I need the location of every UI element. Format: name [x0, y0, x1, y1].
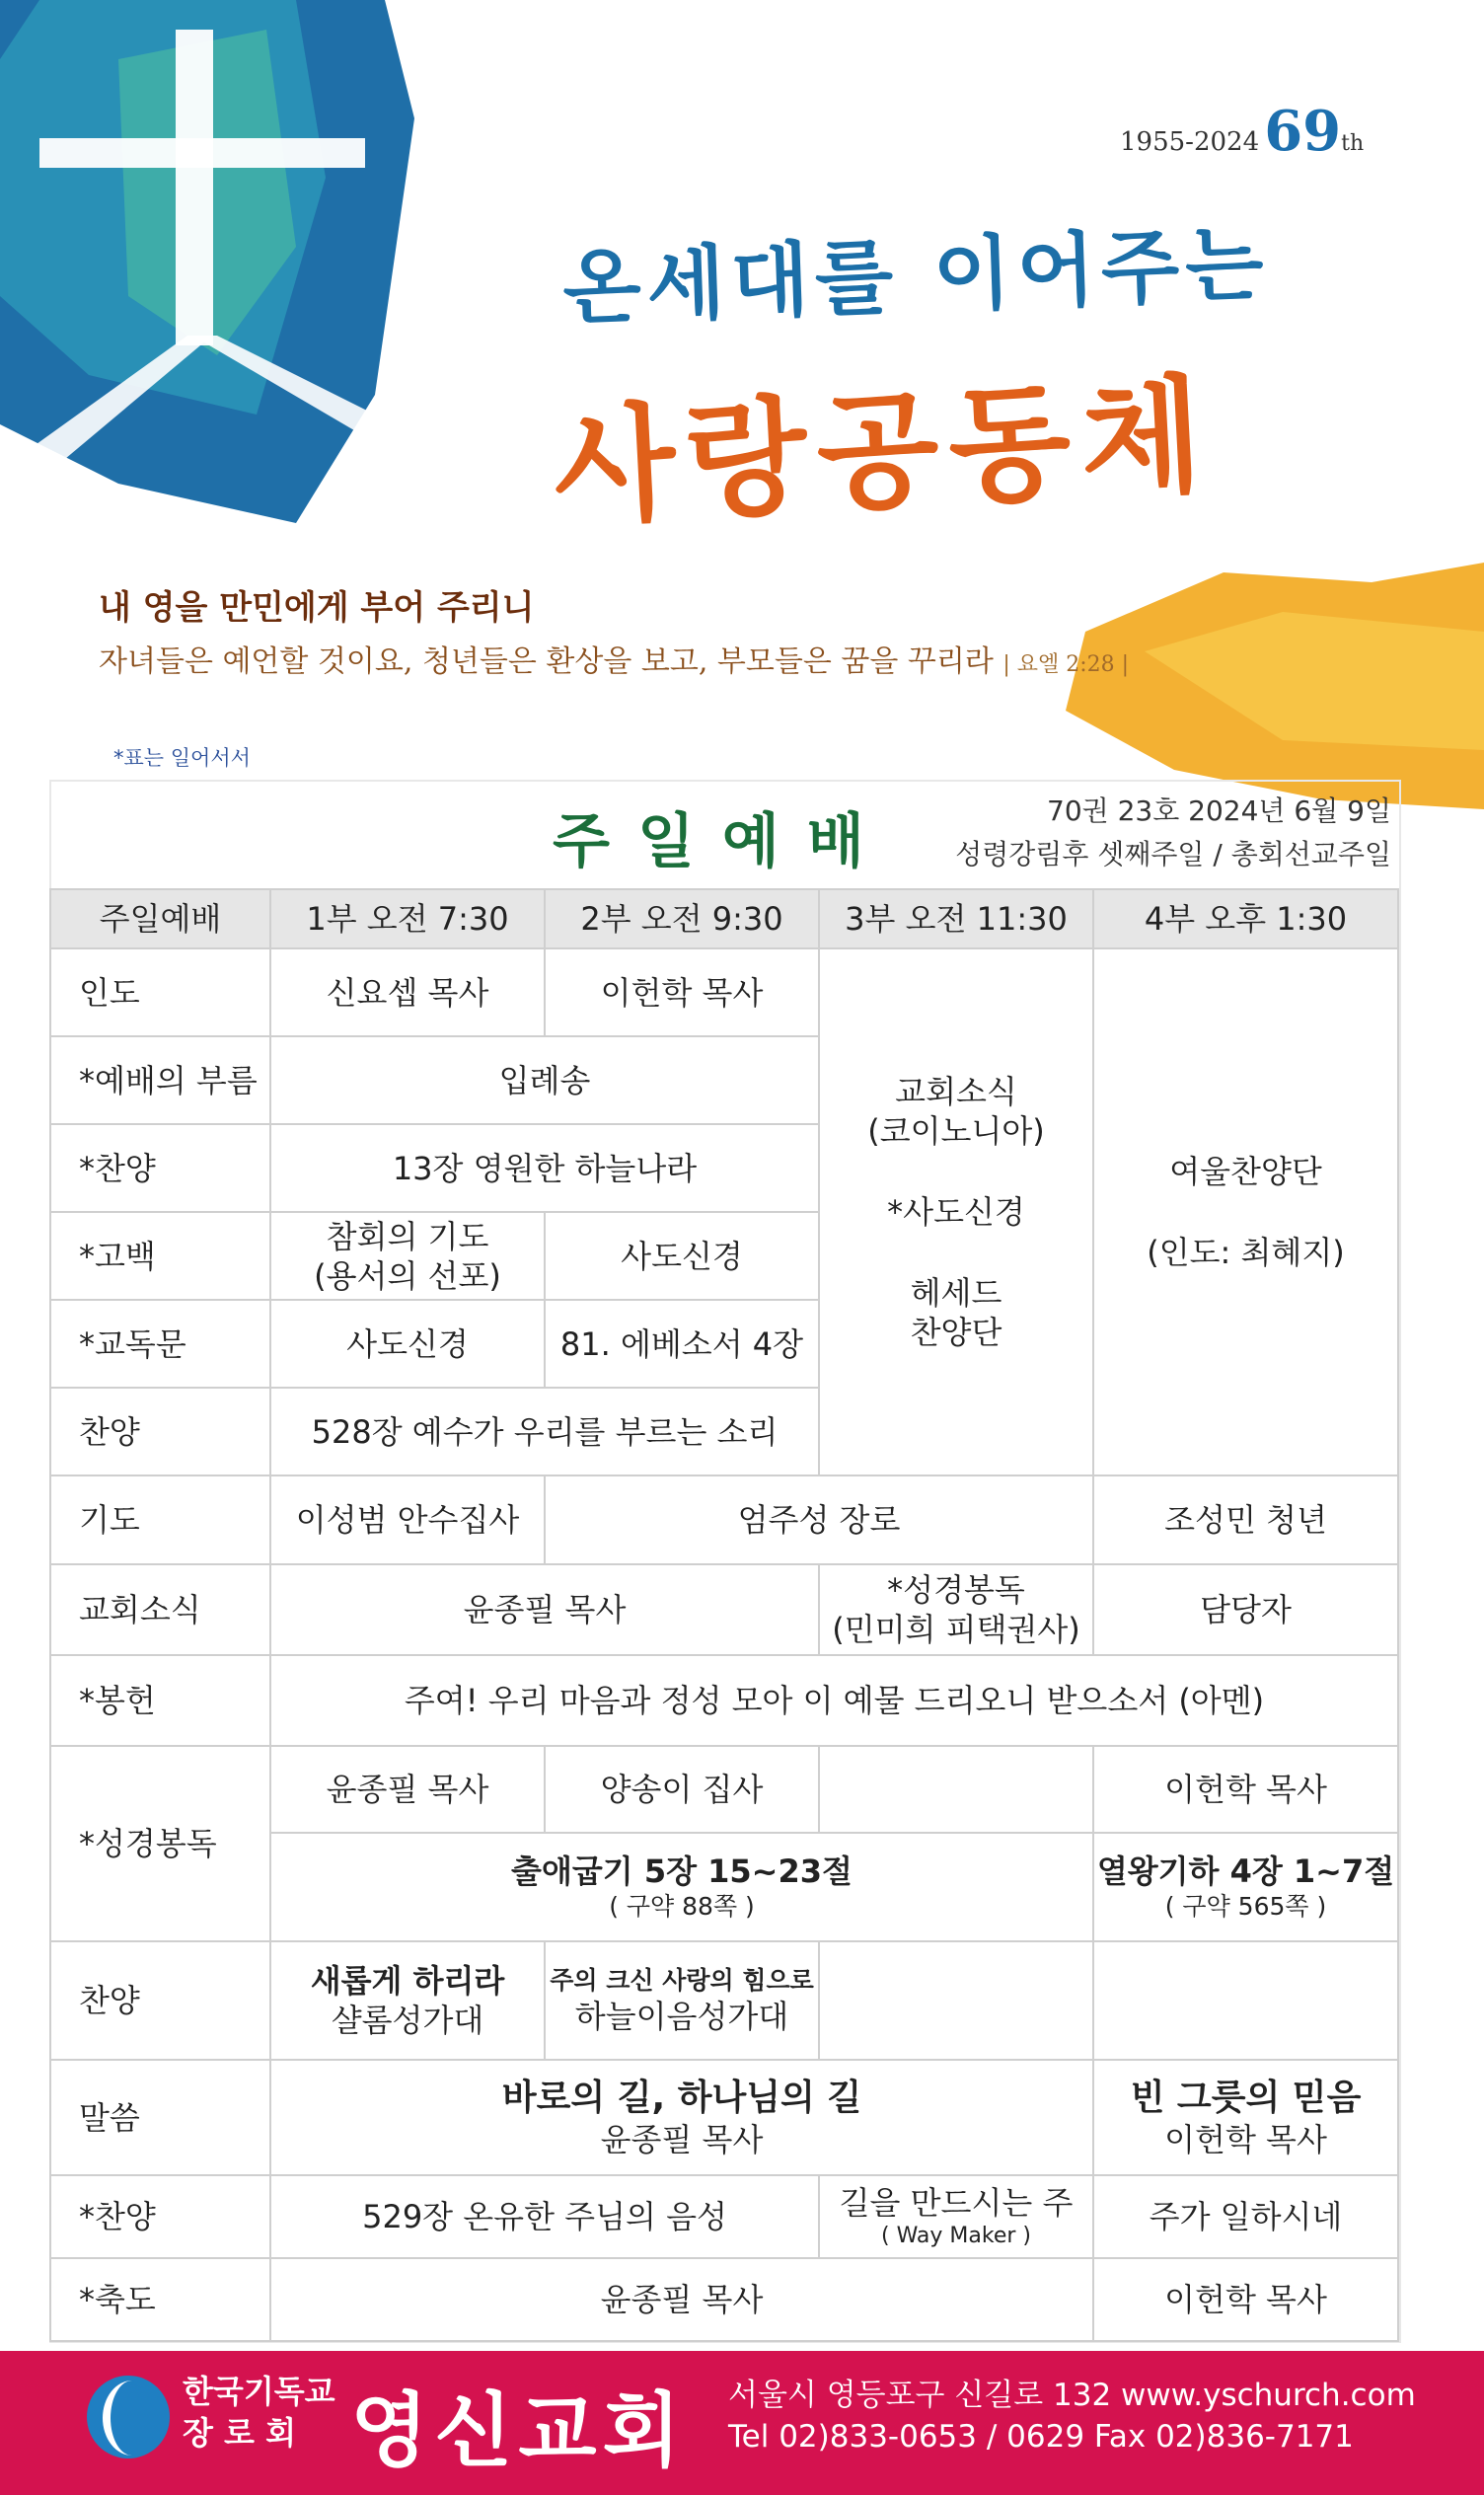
verse-body: 자녀들은 예언할 것이요, 청년들은 환상을 보고, 부모들은 꿈을 꾸리라	[99, 644, 994, 679]
cell: 이헌학 목사	[1093, 1746, 1398, 1833]
row-label: *봉헌	[50, 1655, 270, 1746]
table-row	[50, 1564, 1398, 1655]
row-label: 말씀	[50, 2060, 270, 2175]
anniversary-suffix: th	[1341, 131, 1365, 156]
row-label: *축도	[50, 2258, 270, 2341]
cell: 입례송	[270, 1036, 819, 1124]
cell-line: 바로의 길, 하나님의 길	[501, 2078, 862, 2118]
cell-line: 출애굽기 5장 15~23절	[511, 1852, 853, 1891]
cell	[545, 1941, 819, 2060]
row-label: *교독문	[50, 1300, 270, 1388]
cell-line: 열왕기하 4장 1~7절	[1096, 1852, 1395, 1891]
orange-brush-art	[1026, 553, 1484, 809]
cell-line: 하늘이음성가대	[574, 1997, 789, 2035]
standing-note: *표는 일어서서	[113, 746, 251, 770]
header-row	[50, 889, 1398, 948]
cell-line: 헤세드	[910, 1274, 1002, 1312]
page-title: 주일예배	[553, 807, 892, 876]
cell-line: 참회의 기도	[326, 1217, 489, 1255]
cell	[819, 1941, 1093, 2060]
worship-schedule	[49, 888, 1399, 2342]
table-row	[50, 1941, 1398, 2060]
anniversary-mark	[1120, 99, 1364, 164]
col-header: 1부 오전 7:30	[270, 889, 545, 948]
cell-line: 길을 만드시는 주	[839, 2184, 1074, 2223]
row-label: 교회소식	[50, 1564, 270, 1655]
row-label: *고백	[50, 1212, 270, 1300]
cell: 윤종필 목사	[270, 1564, 819, 1655]
cell: 주여! 우리 마음과 정성 모아 이 예물 드리오니 받으소서 (아멘)	[270, 1655, 1398, 1746]
service3-merged-cell	[819, 948, 1093, 1475]
cell	[819, 1746, 1093, 1833]
verse-ref: | 요엘 2:28 |	[1002, 652, 1130, 677]
cell	[1093, 1833, 1398, 1941]
address: 서울시 영등포구 신길로 132 www.yschurch.com	[728, 2378, 1416, 2413]
cell: 사도신경	[270, 1300, 545, 1388]
cell	[270, 1833, 1093, 1941]
cell-line: (코이노니아)	[867, 1112, 1045, 1150]
cell: 조성민 청년	[1093, 1475, 1398, 1564]
cell-line: *성경봉독	[887, 1571, 1025, 1609]
cross-brush-art	[0, 0, 513, 533]
row-label: 인도	[50, 948, 270, 1036]
cell-line: 여울찬양단	[1169, 1153, 1322, 1190]
cell	[270, 1941, 545, 2060]
slogan-line2: 사랑공동체	[550, 360, 1217, 544]
cell-line: 찬양단	[910, 1314, 1002, 1351]
col-header: 4부 오후 1:30	[1093, 889, 1398, 948]
cell: 주가 일하시네	[1093, 2175, 1398, 2258]
cell: 윤종필 목사	[270, 1746, 545, 1833]
cell: 이헌학 목사	[545, 948, 819, 1036]
denomination-line: 장 로 회	[183, 2414, 297, 2452]
row-label: 찬양	[50, 1388, 270, 1475]
table-row	[50, 2060, 1398, 2175]
cell: 담당자	[1093, 1564, 1398, 1655]
slogan-line1: 온세대를 이어주는	[560, 216, 1271, 337]
cell: 529장 온유한 주님의 음성	[270, 2175, 819, 2258]
cell-line: *사도신경	[887, 1193, 1025, 1231]
table-row	[50, 1746, 1398, 1833]
cell	[270, 1212, 545, 1300]
verse-text	[99, 637, 1129, 680]
row-label: *찬양	[50, 2175, 270, 2258]
denomination	[183, 2371, 335, 2454]
denomination-line: 한국기독교	[183, 2373, 335, 2410]
issue-number: 70권 23호 2024년 6월 9일	[1047, 794, 1391, 827]
cell	[270, 2060, 1093, 2175]
table-row	[50, 1655, 1398, 1746]
cell: 신요셉 목사	[270, 948, 545, 1036]
cell-line: ( 구약 565쪽 )	[1164, 1892, 1327, 1922]
cell: 81. 에베소서 4장	[545, 1300, 819, 1388]
cell-line: 빈 그릇의 믿음	[1130, 2078, 1362, 2118]
cell-line: 새롭게 하리라	[310, 1962, 505, 2000]
cell: 이성범 안수집사	[270, 1475, 545, 1564]
issue-subtitle: 성령강림후 셋째주일 / 총회선교주일	[955, 838, 1391, 870]
years: 1955-2024	[1120, 127, 1260, 157]
col-header: 3부 오전 11:30	[819, 889, 1093, 948]
cell: 528장 예수가 우리를 부르는 소리	[270, 1388, 819, 1475]
cell	[1093, 1941, 1398, 2060]
table-row	[50, 2258, 1398, 2341]
cell-line: 이헌학 목사	[1164, 2121, 1327, 2158]
col-header: 주일예배	[50, 889, 270, 948]
cell-line: 샬롬성가대	[331, 2002, 484, 2039]
cell-line: ( 구약 88쪽 )	[609, 1892, 755, 1922]
logo-arc-icon	[103, 2381, 162, 2456]
cell: 엄주성 장로	[545, 1475, 1093, 1564]
cell: 이헌학 목사	[1093, 2258, 1398, 2341]
row-label: *찬양	[50, 1124, 270, 1212]
cell	[819, 1564, 1093, 1655]
row-label: *성경봉독	[50, 1746, 270, 1941]
church-name: 영신교회	[350, 2384, 687, 2478]
service4-merged-cell	[1093, 948, 1398, 1475]
cell-line: (용서의 선포)	[314, 1256, 501, 1295]
cell-line: ( Way Maker )	[881, 2224, 1031, 2249]
table-row	[50, 948, 1398, 1036]
cell	[819, 2175, 1093, 2258]
cell-line: 주의 크신 사랑의 힘으로	[550, 1966, 814, 1996]
cell-line: 윤종필 목사	[600, 2121, 764, 2158]
row-label: 찬양	[50, 1941, 270, 2060]
contact-info	[728, 2375, 1416, 2457]
table-row	[50, 2175, 1398, 2258]
row-label: 기도	[50, 1475, 270, 1564]
cell: 윤종필 목사	[270, 2258, 1093, 2341]
table-row	[50, 1475, 1398, 1564]
issue-info	[947, 790, 1391, 876]
phone: Tel 02)833-0653 / 0629 Fax 02)836-7171	[728, 2419, 1354, 2455]
cell-line: (민미희 피택권사)	[832, 1611, 1080, 1648]
col-header: 2부 오전 9:30	[545, 889, 819, 948]
cell	[1093, 2060, 1398, 2175]
cell-line: 교회소식	[895, 1073, 1017, 1110]
cell-line: (인도: 최혜지)	[1147, 1234, 1345, 1271]
cell: 13장 영원한 하늘나라	[270, 1124, 819, 1212]
verse-title: 내 영을 만민에게 부어 주리니	[99, 588, 535, 628]
anniversary-number: 69	[1264, 99, 1342, 164]
cell: 양송이 집사	[545, 1746, 819, 1833]
cell: 사도신경	[545, 1212, 819, 1300]
row-label: *예배의 부름	[50, 1036, 270, 1124]
